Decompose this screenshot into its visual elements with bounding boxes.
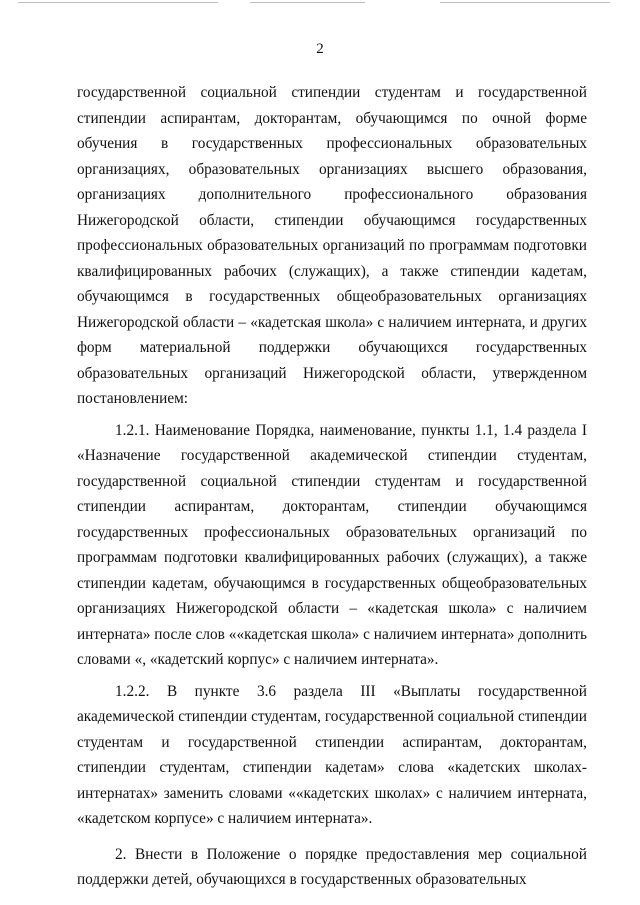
paragraph: 2. Внести в Положение о порядке предоставления мер социальной поддержки детей, обучающихся в государственных образовательных [77,845,587,888]
scan-edge-line [18,2,218,3]
page-number: 2 [316,41,324,57]
scan-edge-line [250,2,365,3]
paragraph: государственной социальной стипендии студентам и государственной стипендии аспирантам, докторантам, обучающимся по очной форме обучения в государственных профессиональных образовательных организациях, образовательных организациях высшего образования, организациях дополнительного профессионального образования Нижегородской области, стипендии обучающимся государственных профессиональных образовательных организаций по программам подготовки квалифицированных рабочих (служащих), а также стипендии кадетам, обучающимся в государственных общеобразовательных организациях Нижегородской области – «кадетская школа» с наличием интерната, и других форм материальной поддержки обучающихся государственных образовательных организаций Нижегородской области, утвержденном постановлением: [77,84,587,407]
paragraph: 1.2.1. Наименование Порядка, наименование, пункты 1.1, 1.4 раздела I «Назначение государственной академической стипендии студентам, государственной социальной стипендии студентам и государственной стипендии аспирантам, докторантам, стипендии обучающимся государственных профессиональных образовательных организаций по программам подготовки квалифицированных рабочих (служащих), а также стипендии кадетам, обучающимся в государственных общеобразовательных организациях Нижегородской области – «кадетская школа» с наличием интерната» после слов ««кадетская школа» с наличием интерната» дополнить словами «, «кадетский корпус» с наличием интерната». [77,421,587,668]
document-body [77,80,587,893]
paragraph: 1.2.2. В пункте 3.6 раздела III «Выплаты государственной академической стипендии студентам, государственной социальной стипендии студентам и государственной стипендии аспирантам, докторантам, стипендии студентам, стипендии кадетам» слова «кадетских школах-интернатах» заменить словами ««кадетских школах» с наличием интерната, «кадетском корпусе» с наличием интерната». [77,682,587,827]
scan-edge-line [440,2,610,3]
